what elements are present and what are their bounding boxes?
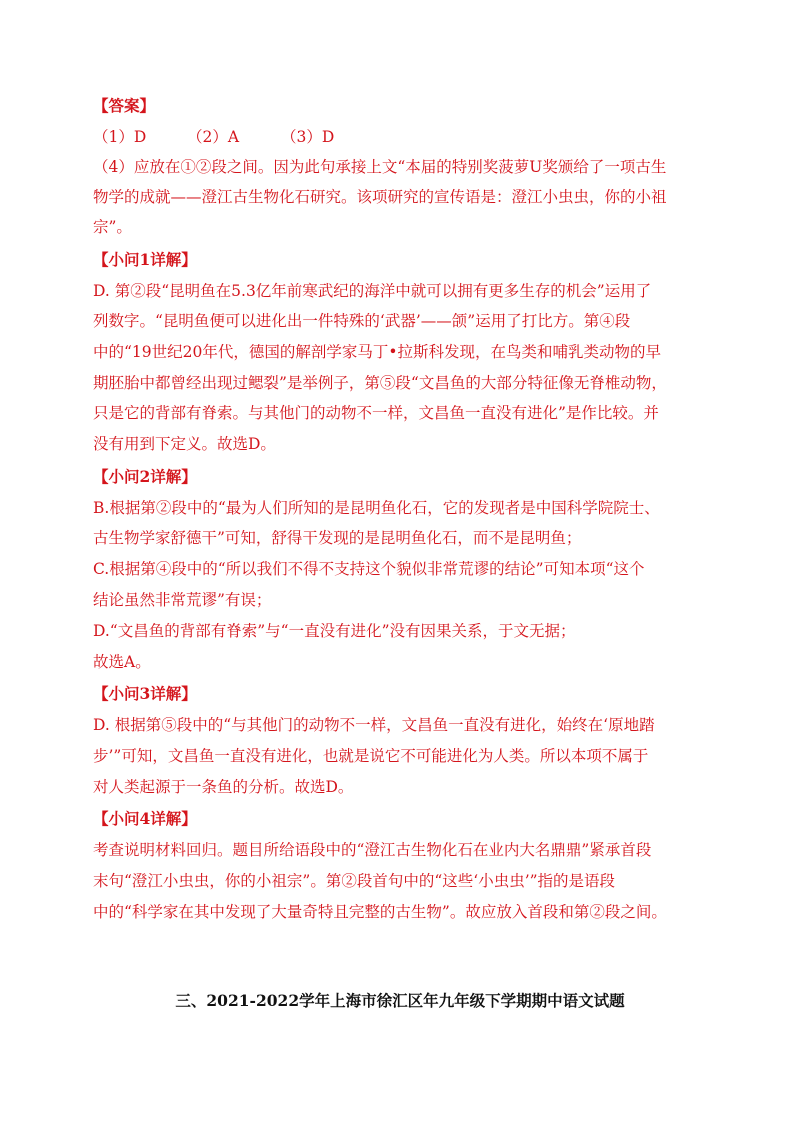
answer-3: （3）D [281, 128, 335, 146]
answer-choices-row [93, 127, 723, 147]
section-1-line: 列数字。“昆明鱼便可以进化出一件特殊的‘武器’——颌”运用了打比方。第④段 [93, 312, 631, 330]
section-3-line: 步’”可知，文昌鱼一直没有进化，也就是说它不可能进化为人类。所以本项不属于 [93, 747, 649, 765]
section-1-line: 只是它的背部有脊索。与其他门的动物不一样，文昌鱼一直没有进化”是作比较。并 [93, 404, 659, 422]
answer-1: （1）D [93, 128, 147, 146]
section-3-heading: 【小问3详解】 [93, 684, 197, 703]
section-4-line: 考查说明材料回归。题目所给语段中的“澄江古生物化石在业内大名鼎鼎”紧承首段 [93, 841, 652, 859]
section-2-line: 古生物学家舒德干”可知，舒得干发现的是昆明鱼化石，而不是昆明鱼； [93, 529, 582, 547]
section-1-heading: 【小问1详解】 [93, 250, 197, 269]
section-4-line: 中的“科学家在其中发现了大量奇特且完整的古生物”。故应放入首段和第②段之间。 [93, 903, 667, 921]
section-1-line: 中的“19世纪20年代，德国的解剖学家马丁•拉斯科发现，在鸟类和哺乳类动物的早 [93, 343, 662, 361]
section-4-heading: 【小问4详解】 [93, 809, 197, 828]
answer-2: （2）A [187, 128, 240, 146]
section-2-line: D.“文昌鱼的背部有脊索”与“一直没有进化”没有因果关系，于文无据； [93, 622, 576, 640]
section-2-line: 结论虽然非常荒谬”有误； [93, 591, 272, 609]
section-1-line: 没有用到下定义。故选D。 [93, 435, 276, 453]
answer-4-line: 物学的成就——澄江古生物化石研究。该项研究的宣传语是：澄江小虫虫，你的小祖 [93, 188, 667, 206]
answer-4-line: 宗”。 [93, 218, 132, 236]
section-1-line: D. 第②段“昆明鱼在5.3亿年前寒武纪的海洋中就可以拥有更多生存的机会”运用了 [93, 282, 652, 300]
section-3-line: D. 根据第⑤段中的“与其他门的动物不一样，文昌鱼一直没有进化，始终在‘原地踏 [93, 716, 655, 734]
section-2-line: B.根据第②段中的“最为人们所知的是昆明鱼化石，它的发现者是中国科学院院士、 [93, 499, 660, 517]
section-3-line: 对人类起源于一条鱼的分析。故选D。 [93, 778, 354, 796]
answer-heading: 【答案】 [93, 96, 156, 115]
section-4-line: 末句“澄江小虫虫，你的小祖宗”。第②段首句中的“这些‘小虫虫’”指的是语段 [93, 872, 616, 890]
next-section-title: 三、2021-2022学年上海市徐汇区年九年级下学期期中语文试题 [175, 991, 625, 1010]
section-2-line: C.根据第④段中的“所以我们不得不支持这个貌似非常荒谬的结论”可知本项“这个 [93, 560, 645, 578]
answer-4-line: （4）应放在①②段之间。因为此句承接上文“本届的特别奖菠萝U奖颁给了一项古生 [93, 158, 667, 176]
section-2-heading: 【小问2详解】 [93, 467, 197, 486]
section-2-line: 故选A。 [93, 653, 151, 671]
section-1-line: 期胚胎中都曾经出现过鳃裂”是举例子，第⑤段“文昌鱼的大部分特征像无脊椎动物， [93, 374, 667, 392]
